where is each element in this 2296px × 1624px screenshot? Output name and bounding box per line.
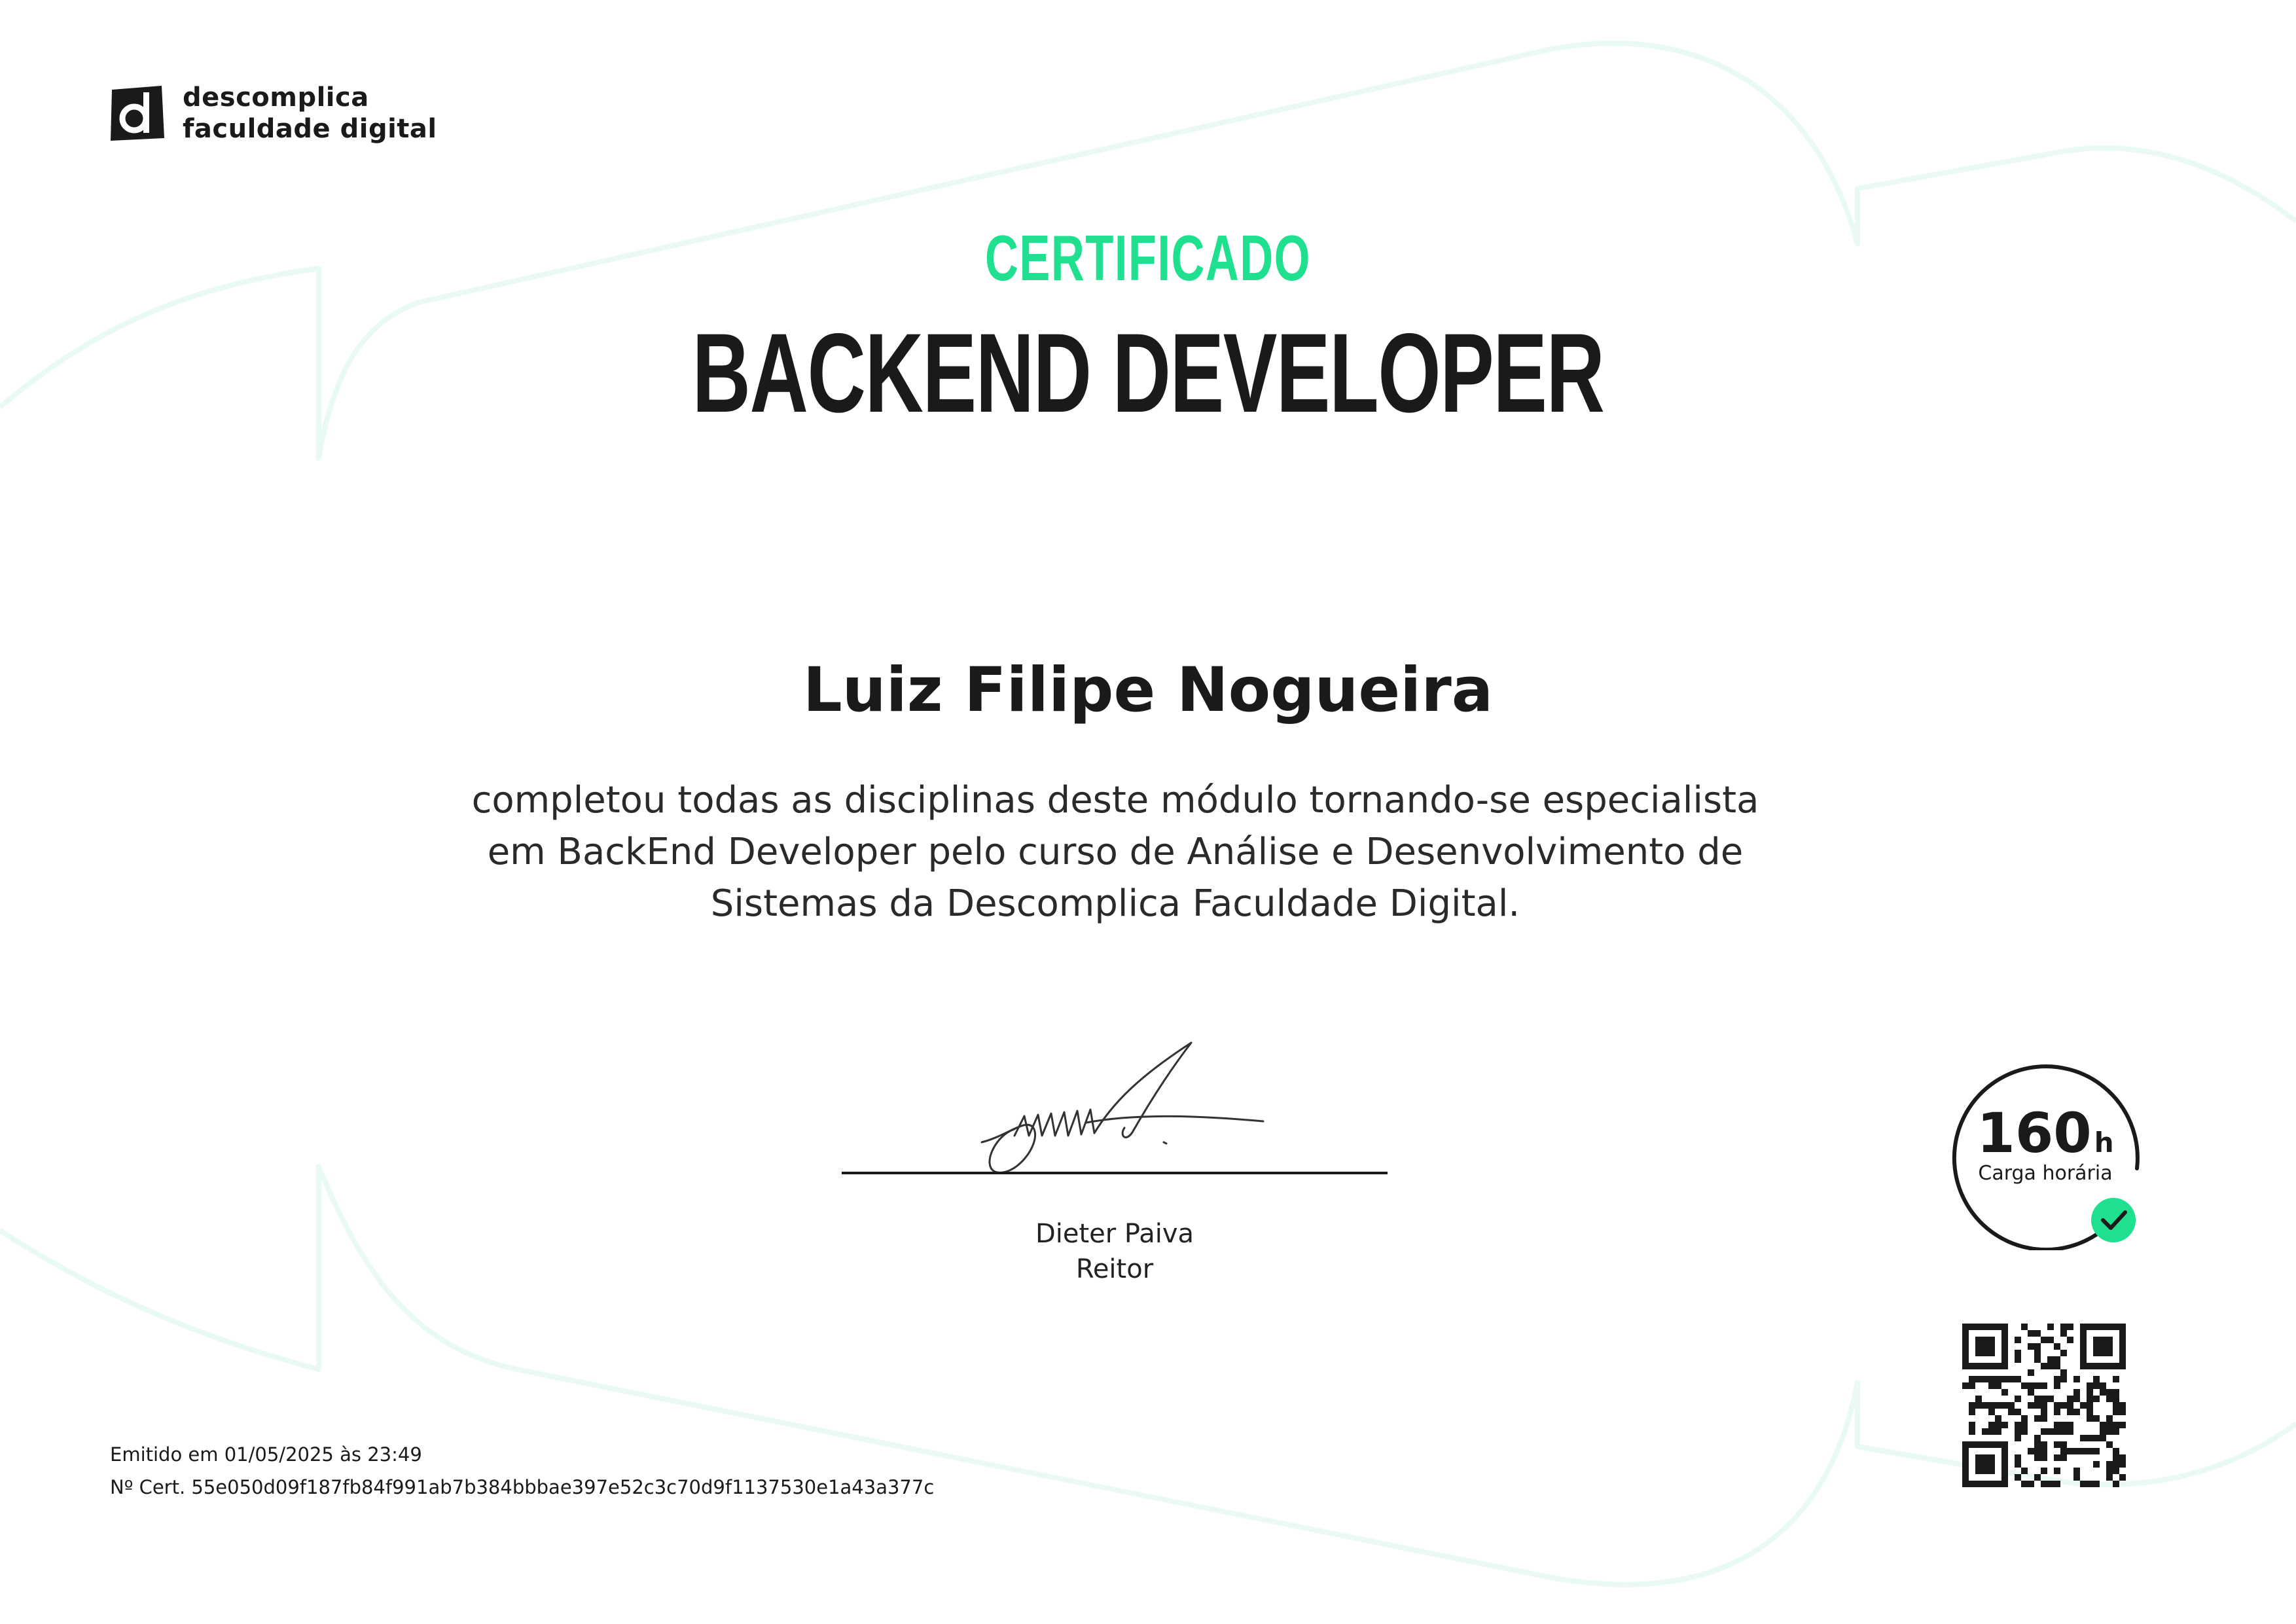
course-title: BACKEND DEVELOPER	[692, 310, 1604, 436]
workload-unit: h	[2094, 1127, 2114, 1159]
brand-line-2: faculdade digital	[183, 114, 437, 144]
certificate-description	[419, 774, 1812, 929]
signer-role: Reitor	[1075, 1254, 1154, 1284]
description-line: Sistemas da Descomplica Faculdade Digital.	[710, 882, 1520, 925]
signer-name: Dieter Paiva	[1035, 1219, 1194, 1249]
certificate-kicker: CERTIFICADO	[985, 222, 1311, 294]
workload-hours: 160	[1977, 1101, 2092, 1165]
check-circle-icon	[2091, 1198, 2136, 1242]
descomplica-d-icon	[107, 83, 167, 143]
description-line: em BackEnd Developer pelo curso de Análise e Desenvolvimento de	[487, 831, 1744, 873]
issued-date: Emitido em 01/05/2025 às 23:49	[110, 1443, 422, 1466]
description-line: completou todas as disciplinas deste módulo tornando-se especialista	[471, 779, 1759, 821]
certificate-number: Nº Cert. 55e050d09f187fb84f991ab7b384bbbae397e52c3c70d9f1137530e1a43a377c	[110, 1476, 935, 1498]
signature-line	[842, 1172, 1388, 1174]
brand-logo	[107, 82, 437, 145]
handwritten-signature	[969, 1038, 1270, 1188]
brand-name	[183, 82, 437, 145]
workload-badge	[1957, 1102, 2134, 1187]
student-name: Luiz Filipe Nogueira	[802, 655, 1494, 726]
workload-label: Carga horária	[1978, 1162, 2113, 1185]
signer-block	[842, 1216, 1388, 1287]
brand-line-1: descomplica	[183, 82, 369, 113]
qr-code-icon[interactable]	[1962, 1324, 2126, 1487]
